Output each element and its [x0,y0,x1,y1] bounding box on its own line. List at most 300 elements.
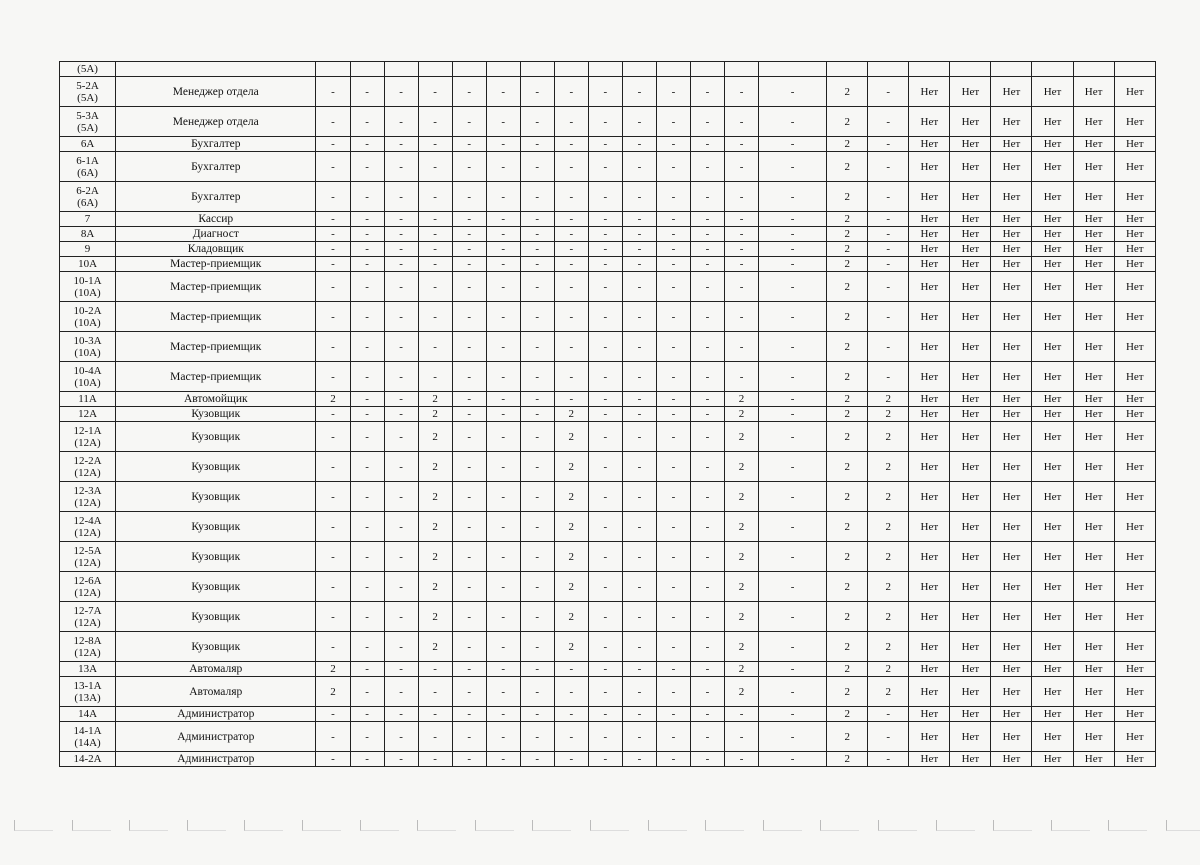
factor-class-cell: - [725,212,759,227]
factor-class-cell: - [520,302,554,332]
guarantee-cell: Нет [950,362,991,392]
factor-class-cell: - [384,602,418,632]
table-row [60,362,1156,392]
factor-class-cell: - [452,482,486,512]
guarantee-cell: Нет [909,362,950,392]
factor-class-cell: - [656,362,690,392]
factor-class-cell: - [868,752,909,767]
factor-class-cell: - [868,332,909,362]
factor-class-cell: - [316,707,350,722]
factor-class-cell: - [418,137,452,152]
guarantee-cell: Нет [1114,407,1155,422]
factor-class-cell [418,62,452,77]
guarantee-cell: Нет [909,272,950,302]
factor-class-cell: - [350,632,384,662]
factor-class-cell: - [418,332,452,362]
guarantee-cell: Нет [1032,512,1073,542]
factor-class-cell: 2 [827,662,868,677]
guarantee-cell: Нет [950,152,991,182]
factor-class-cell: - [486,182,520,212]
guarantee-cell: Нет [991,422,1032,452]
factor-class-cell: - [868,722,909,752]
factor-class-cell: - [725,182,759,212]
scan-edge-mark [648,820,687,831]
workplace-code-cell [60,722,116,752]
factor-class-cell: - [622,422,656,452]
factor-class-cell: - [622,332,656,362]
factor-class-cell: - [384,212,418,227]
workplace-code: 9 [84,243,91,255]
guarantee-cell: Нет [950,257,991,272]
factor-class-cell [554,62,588,77]
factor-class-cell: - [350,452,384,482]
factor-class-cell: - [316,242,350,257]
factor-class-cell: - [868,362,909,392]
guarantee-cell: Нет [1114,182,1155,212]
table-row [60,272,1156,302]
guarantee-cell: Нет [1032,752,1073,767]
factor-class-cell: 2 [554,422,588,452]
guarantee-cell: Нет [909,137,950,152]
scan-edge-mark [14,820,53,831]
factor-class-cell: - [622,302,656,332]
guarantee-cell: Нет [1114,362,1155,392]
factor-class-cell: - [316,632,350,662]
factor-class-cell: 2 [868,602,909,632]
factor-class-cell: - [350,212,384,227]
factor-class-cell: - [384,722,418,752]
job-title-cell: Автомаляр [116,662,316,677]
factor-class-cell: - [520,77,554,107]
scan-edge-mark [244,820,283,831]
factor-class-cell: - [868,257,909,272]
guarantee-cell: Нет [1032,212,1073,227]
factor-class-cell: 2 [418,572,452,602]
workplace-code: 6А [80,138,95,150]
workplace-code: 12-3А [73,484,102,497]
factor-class-cell: 2 [868,422,909,452]
workplace-code: 6-1А [76,154,99,167]
factor-class-cell: - [690,572,724,602]
factor-class-cell: - [690,107,724,137]
factor-class-cell: - [690,482,724,512]
factor-class-cell: - [452,152,486,182]
factor-class-cell: - [418,362,452,392]
guarantee-cell: Нет [1073,602,1114,632]
guarantee-cell: Нет [1032,407,1073,422]
factor-class-cell: 2 [827,407,868,422]
job-title-cell: Кузовщик [116,482,316,512]
table-row [60,512,1156,542]
factor-class-cell: - [520,512,554,542]
factor-class-cell: - [520,632,554,662]
guarantee-cell: Нет [909,512,950,542]
factor-class-cell: - [622,752,656,767]
factor-class-cell: - [588,452,622,482]
workplace-code-cell [60,542,116,572]
factor-class-cell: - [690,257,724,272]
factor-class-cell: - [554,227,588,242]
guarantee-cell: Нет [991,77,1032,107]
guarantee-cell: Нет [909,542,950,572]
workplace-code-cell [60,302,116,332]
guarantee-cell: Нет [1073,677,1114,707]
factor-class-cell: - [452,662,486,677]
guarantee-cell: Нет [1114,722,1155,752]
guarantee-cell: Нет [1032,392,1073,407]
factor-class-cell: - [690,152,724,182]
factor-class-cell: - [316,137,350,152]
factor-class-cell: - [554,362,588,392]
workplace-code: 6-2А [76,184,99,197]
workplace-code: 14-2А [73,753,102,765]
table-row [60,422,1156,452]
guarantee-cell: Нет [950,722,991,752]
guarantee-cell: Нет [991,137,1032,152]
guarantee-cell: Нет [1032,182,1073,212]
factor-class-cell: - [316,107,350,137]
scan-edge-mark [1166,820,1200,831]
guarantee-cell: Нет [1114,77,1155,107]
factor-class-cell: 2 [418,392,452,407]
factor-class-cell: - [486,107,520,137]
factor-class-cell: - [725,707,759,722]
table-row [60,77,1156,107]
guarantee-cell: Нет [909,482,950,512]
guarantee-cell: Нет [1114,212,1155,227]
factor-class-cell: - [350,152,384,182]
scan-edge-mark [417,820,456,831]
factor-class-cell: - [384,752,418,767]
table-row [60,482,1156,512]
factor-class-cell: - [520,257,554,272]
factor-class-cell: - [452,752,486,767]
scan-edge-mark [302,820,341,831]
guarantee-cell: Нет [991,302,1032,332]
table-row [60,257,1156,272]
factor-class-cell: - [554,302,588,332]
guarantee-cell: Нет [1114,257,1155,272]
workplace-code: 10А [78,258,98,270]
guarantee-cell: Нет [950,302,991,332]
factor-class-cell: 2 [418,602,452,632]
guarantee-cell: Нет [1032,242,1073,257]
factor-class-cell: - [622,152,656,182]
factor-class-cell: 2 [827,257,868,272]
factor-class-cell: - [868,707,909,722]
factor-class-cell: - [759,542,827,572]
guarantee-cell: Нет [991,677,1032,707]
factor-class-cell: 2 [725,452,759,482]
guarantee-cell: Нет [950,392,991,407]
factor-class-cell: - [554,662,588,677]
guarantee-cell: Нет [950,632,991,662]
guarantee-cell: Нет [1073,362,1114,392]
factor-class-cell: - [418,722,452,752]
guarantee-cell: Нет [1114,107,1155,137]
scan-edge-mark [763,820,802,831]
factor-class-cell: - [350,662,384,677]
factor-class-cell: - [316,332,350,362]
factor-class-cell: - [350,422,384,452]
guarantee-cell: Нет [1114,572,1155,602]
guarantee-cell: Нет [991,752,1032,767]
guarantee-cell: Нет [1114,677,1155,707]
factor-class-cell: - [622,272,656,302]
factor-class-cell: - [486,407,520,422]
factor-class-cell: - [622,707,656,722]
factor-class-cell: - [418,107,452,137]
guarantee-cell: Нет [1073,107,1114,137]
factor-class-cell: - [622,362,656,392]
factor-class-cell: - [588,572,622,602]
factor-class-cell: - [418,182,452,212]
factor-class-cell: - [588,362,622,392]
factor-class-cell [520,62,554,77]
factor-class-cell: - [656,407,690,422]
guarantee-cell: Нет [991,212,1032,227]
guarantee-cell [1032,62,1073,77]
factor-class-cell: - [622,452,656,482]
workplace-code-cell [60,452,116,482]
factor-class-cell [759,62,827,77]
factor-class-cell: 2 [827,707,868,722]
factor-class-cell: - [520,152,554,182]
scan-edge-mark [1051,820,1090,831]
guarantee-cell: Нет [1073,422,1114,452]
scan-edge-mark [187,820,226,831]
factor-class-cell: - [384,707,418,722]
workplace-code-cell [60,62,116,77]
guarantee-cell: Нет [1073,482,1114,512]
guarantee-cell: Нет [991,512,1032,542]
table-row [60,542,1156,572]
factor-class-cell: - [690,302,724,332]
table-row [60,332,1156,362]
factor-class-cell: - [486,752,520,767]
guarantee-cell: Нет [909,392,950,407]
workplace-code: 7 [84,213,91,225]
factor-class-cell: 2 [827,482,868,512]
guarantee-cell: Нет [950,572,991,602]
factor-class-cell: - [520,482,554,512]
factor-class-cell: 2 [554,482,588,512]
workplace-code-cell [60,77,116,107]
factor-class-cell: - [622,572,656,602]
factor-class-cell: - [384,422,418,452]
factor-class-cell: - [486,482,520,512]
guarantee-cell: Нет [1032,422,1073,452]
workplace-code: (6А) [77,166,98,179]
factor-class-cell: 2 [418,422,452,452]
job-title-cell: Диагност [116,227,316,242]
factor-class-cell: - [588,212,622,227]
factor-class-cell: 2 [827,332,868,362]
workplace-code: 11А [78,393,97,405]
factor-class-cell: - [868,152,909,182]
factor-class-cell: 2 [868,452,909,482]
factor-class-cell: - [622,227,656,242]
factor-class-cell: - [452,137,486,152]
guarantee-cell: Нет [909,257,950,272]
guarantee-cell: Нет [1073,542,1114,572]
guarantee-cell: Нет [909,107,950,137]
scan-edge-mark [705,820,744,831]
guarantee-cell: Нет [1073,572,1114,602]
factor-class-cell: - [452,242,486,257]
factor-class-cell: - [622,512,656,542]
factor-class-cell: - [486,422,520,452]
workplace-code: 5-3А [76,109,99,122]
factor-class-cell: - [418,677,452,707]
factor-class-cell [622,62,656,77]
factor-class-cell: - [486,137,520,152]
factor-class-cell: - [384,512,418,542]
factor-class-cell: - [588,242,622,257]
factor-class-cell: - [486,662,520,677]
workplace-code-cell [60,632,116,662]
job-title-cell [116,62,316,77]
table-row [60,302,1156,332]
job-title-cell: Мастер-приемщик [116,272,316,302]
guarantee-cell: Нет [991,662,1032,677]
factor-class-cell: - [520,452,554,482]
workplace-code: 13-1А [73,679,102,692]
guarantee-cell: Нет [909,602,950,632]
factor-class-cell: - [868,272,909,302]
factor-class-cell: - [588,392,622,407]
workplace-code-cell [60,707,116,722]
workplace-code: 12-5А [73,544,102,557]
guarantee-cell: Нет [909,407,950,422]
factor-class-cell: - [350,332,384,362]
factor-class-cell: 2 [827,242,868,257]
workplace-code-cell [60,662,116,677]
factor-class-cell: - [554,137,588,152]
job-title-cell: Мастер-приемщик [116,302,316,332]
guarantee-cell: Нет [1032,662,1073,677]
factor-class-cell: - [350,137,384,152]
factor-class-cell: - [725,77,759,107]
guarantee-cell: Нет [991,332,1032,362]
factor-class-cell: - [316,542,350,572]
scan-edge-mark [72,820,111,831]
workplace-code-cell [60,182,116,212]
guarantee-cell: Нет [991,242,1032,257]
guarantee-cell: Нет [950,242,991,257]
factor-class-cell: - [759,722,827,752]
table-row [60,752,1156,767]
guarantee-cell: Нет [950,542,991,572]
guarantee-cell: Нет [1114,512,1155,542]
guarantee-cell: Нет [909,662,950,677]
guarantee-cell: Нет [1073,722,1114,752]
guarantee-cell: Нет [1032,707,1073,722]
factor-class-cell: - [384,137,418,152]
factor-class-cell: - [588,662,622,677]
guarantee-cell: Нет [909,302,950,332]
guarantee-cell: Нет [909,212,950,227]
factor-class-cell: - [486,512,520,542]
factor-class-cell: - [656,272,690,302]
factor-class-cell: 2 [827,422,868,452]
factor-class-cell: - [868,227,909,242]
workplace-code: (5А) [77,91,98,104]
guarantee-cell: Нет [1114,137,1155,152]
factor-class-cell: 2 [868,542,909,572]
factor-class-cell: - [725,302,759,332]
factor-class-cell: - [759,422,827,452]
factor-class-cell: - [452,512,486,542]
job-title-cell: Бухгалтер [116,137,316,152]
factor-class-cell: - [554,212,588,227]
factor-class-cell: - [690,752,724,767]
workplace-code: 12-6А [73,574,102,587]
job-title-cell: Кассир [116,212,316,227]
guarantee-cell: Нет [1073,332,1114,362]
factor-class-cell: - [486,77,520,107]
workplace-code-cell [60,242,116,257]
factor-class-cell: - [622,107,656,137]
guarantee-cell: Нет [991,452,1032,482]
factor-class-cell: - [418,662,452,677]
factor-class-cell: - [452,362,486,392]
factor-class-cell: - [350,302,384,332]
guarantee-cell: Нет [950,422,991,452]
factor-class-cell: - [350,722,384,752]
factor-class-cell: - [690,362,724,392]
factor-class-cell: - [690,422,724,452]
factor-class-cell: - [384,632,418,662]
factor-class-cell: 2 [827,602,868,632]
scan-edge-mark [993,820,1032,831]
guarantee-cell: Нет [1073,302,1114,332]
workplace-code: 12-7А [73,604,102,617]
guarantee-cell: Нет [950,227,991,242]
workplace-code: 13А [78,663,98,675]
factor-class-cell: - [690,77,724,107]
factor-class-cell: - [690,707,724,722]
workplace-code: 12-4А [73,514,102,527]
guarantee-cell: Нет [1073,152,1114,182]
guarantee-cell: Нет [991,362,1032,392]
factor-class-cell: - [452,227,486,242]
table-row [60,602,1156,632]
guarantee-cell: Нет [991,227,1032,242]
factor-class-cell: 2 [827,272,868,302]
workplace-code: (12А) [74,466,101,479]
guarantee-cell: Нет [1114,392,1155,407]
factor-class-cell: - [690,662,724,677]
factor-class-cell: - [622,602,656,632]
table-row [60,632,1156,662]
factor-class-cell: - [759,362,827,392]
factor-class-cell: 2 [827,302,868,332]
factor-class-cell: 2 [725,542,759,572]
factor-class-cell: - [384,302,418,332]
factor-class-cell: - [350,512,384,542]
job-title-cell: Администратор [116,752,316,767]
factor-class-cell: - [759,332,827,362]
guarantee-cell: Нет [1114,602,1155,632]
scan-edge-mark [475,820,514,831]
factor-class-cell: - [759,602,827,632]
table-row [60,677,1156,707]
factor-class-cell: - [384,152,418,182]
table-row [60,392,1156,407]
factor-class-cell: - [690,677,724,707]
factor-class-cell: 2 [554,632,588,662]
